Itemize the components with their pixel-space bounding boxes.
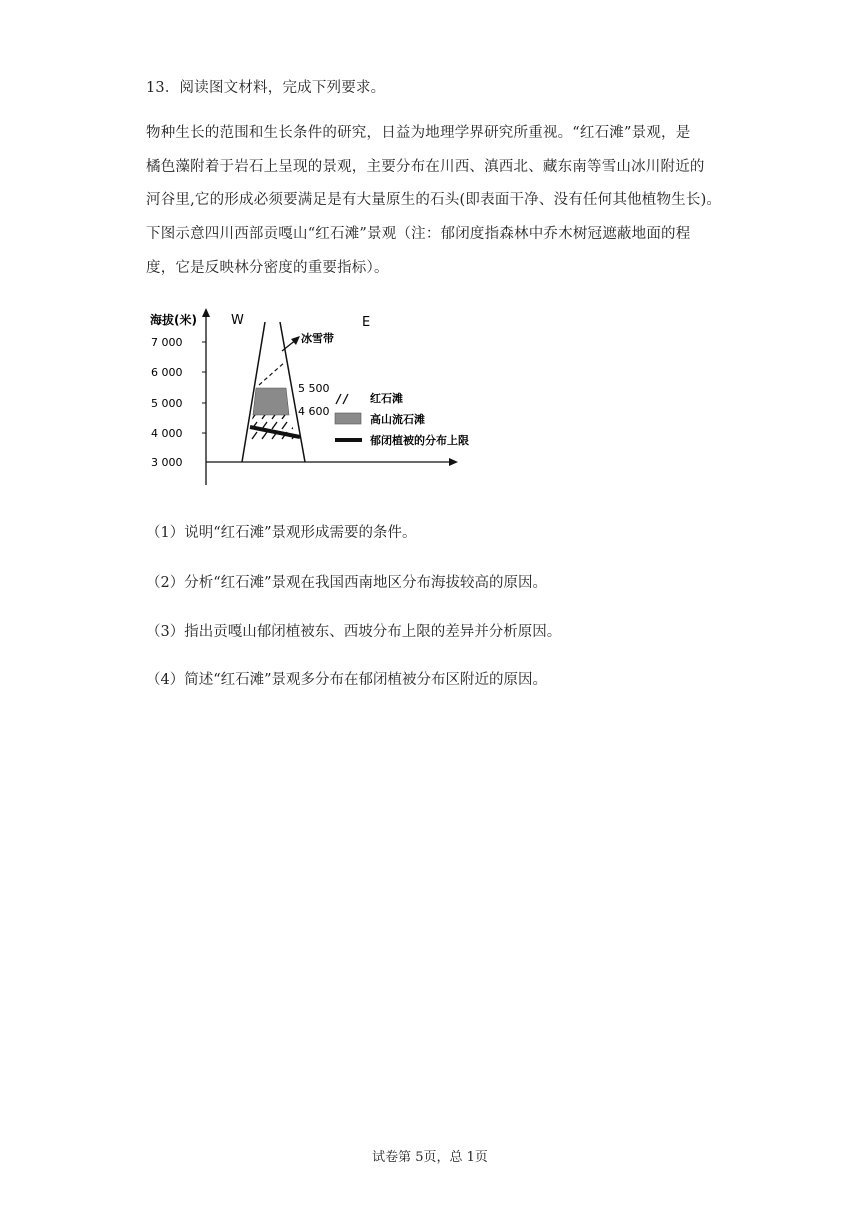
legend-red-stone-label: 红石滩	[370, 392, 403, 405]
glacier-label: 冰雪带	[301, 332, 334, 345]
legend-hatch-symbol	[336, 394, 341, 404]
passage-line: 物种生长的范围和生长条件的研究，日益为地理学界研究所重视。“红石滩”景观，是	[146, 125, 691, 141]
sub-question-1: （1）说明“红石滩”景观形成需要的条件。	[146, 525, 417, 541]
y-tick-label: 6 000	[151, 366, 183, 379]
sub-question-4: （4）简述“红石滩”景观多分布在郁闭植被分布区附近的原因。	[146, 672, 548, 688]
west-label: W	[231, 313, 244, 328]
east-label: E	[362, 315, 371, 330]
passage-line: 度，它是反映林分密度的重要指标）。	[146, 260, 389, 276]
profile-diagram	[140, 300, 520, 490]
y-axis-label: 海拔(米)	[150, 313, 197, 327]
y-tick-label: 7 000	[151, 336, 183, 349]
passage-line: 下图示意四川西部贡嘎山“红石滩”景观（注：郁闭度指森林中乔木树冠遮蔽地面的程	[146, 226, 691, 242]
y-tick-label: 5 000	[151, 397, 183, 410]
sub-question-2: （2）分析“红石滩”景观在我国西南地区分布海拔较高的原因。	[146, 575, 548, 591]
y-tick-label: 3 000	[151, 456, 183, 469]
legend-scree-label: 高山流石滩	[370, 413, 425, 426]
y-tick-label: 4 000	[151, 427, 183, 440]
legend	[335, 391, 469, 447]
legend-forest-limit-label: 郁闭植被的分布上限	[370, 434, 469, 447]
glacier-pointer-arrow	[291, 336, 300, 345]
passage-line: 河谷里,它的形成必须要满足是有大量原生的石头(即表面干净、没有任何其他植物生长)。	[146, 192, 722, 208]
question-header: 13．阅读图文材料，完成下列要求。	[146, 80, 386, 96]
y-axis-arrow	[202, 308, 210, 317]
boundary-lower-label: 4 600	[298, 405, 330, 418]
sub-question-3: （3）指出贡嘎山郁闭植被东、西坡分布上限的差异并分析原因。	[146, 624, 562, 640]
scree-band	[253, 388, 289, 415]
passage-line: 橘色藻附着于岩石上呈现的景观，主要分布在川西、滇西北、藏东南等雪山冰川附近的	[146, 159, 705, 175]
gongga-profile-figure	[140, 300, 520, 494]
page-footer: 试卷第 5页，总 1页	[372, 1150, 488, 1165]
snow-line	[259, 362, 285, 385]
legend-scree-swatch	[335, 413, 361, 424]
x-axis-arrow	[449, 458, 458, 466]
legend-hatch-symbol	[343, 394, 348, 404]
boundary-upper-label: 5 500	[298, 382, 330, 395]
